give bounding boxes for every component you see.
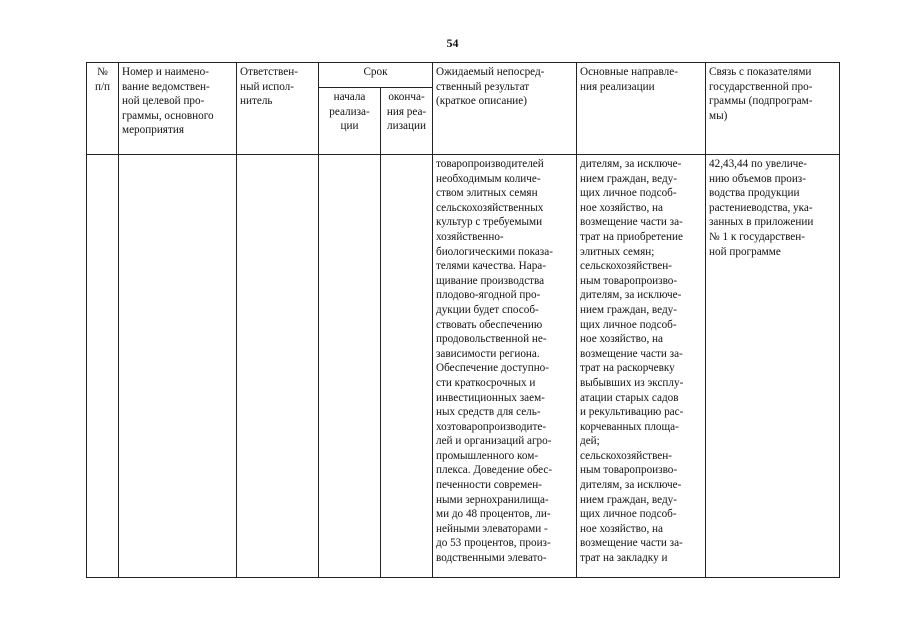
header-term: Срок — [319, 63, 433, 88]
header-row-1 — [87, 63, 840, 88]
cell-term-start — [319, 155, 381, 578]
table-row — [87, 155, 840, 578]
header-result: Ожидаемый непосред- ственный результат (краткое описание) — [433, 63, 577, 155]
cell-responsible — [237, 155, 319, 578]
cell-result: товаропроизводителей необходимым количе- ством элитных семян сельскохозяйственных культур с требуемыми хозяйственно- биологическими показа- телями качества. Нара- щивание производства плодово-ягодной про- дукции будет способ- ствовать обеспечению продовольственной не- зависимости региона. Обеспечение доступно- сти краткосрочных и инвестиционных заем- ных средств для сель- хозтоваропроизводите- лей и организаций агро- промышленного ком- плекса. Доведение обес- печенности современ- ными зернохранилища- ми до 48 процентов, ли- нейными элеваторами - до 53 процентов, произ- водственными элевато- — [433, 155, 577, 578]
cell-link: 42,43,44 по увеличе- нию объемов произ- водства продукции растениеводства, ука- занных в приложении № 1 к государствен- ной программе — [706, 155, 840, 578]
header-directions: Основные направле- ния реализации — [577, 63, 706, 155]
cell-number — [87, 155, 119, 578]
header-number: № п/п — [87, 63, 119, 155]
header-term-end: оконча- ния реа- лизации — [381, 88, 433, 155]
header-responsible: Ответствен- ный испол- нитель — [237, 63, 319, 155]
header-program: Номер и наимено- вание ведомствен- ной целевой про- граммы, основного мероприятия — [119, 63, 237, 155]
header-link: Связь с показателями государственной про- граммы (подпрограм- мы) — [706, 63, 840, 155]
program-table — [86, 62, 840, 578]
cell-directions: дителям, за исключе- нием граждан, веду- щих личное подсоб- ное хозяйство, на возмещение части за- трат на приобретение элитных семян; сельскохозяйствен- ным товаропроизво- дителям, за исключе- нием граждан, веду- щих личное подсоб- ное хозяйство, на возмещение части за- трат на раскорчевку выбывших из эксплу- атации старых садов и рекультивацию рас- корчеванных площа- дей; сельскохозяйствен- ным товаропроизво- дителям, за исключе- нием граждан, веду- щих личное подсоб- ное хозяйство, на возмещение части за- трат на закладку и — [577, 155, 706, 578]
header-term-start: начала реализа- ции — [319, 88, 381, 155]
cell-program — [119, 155, 237, 578]
cell-term-end — [381, 155, 433, 578]
page-number: 54 — [446, 36, 459, 50]
